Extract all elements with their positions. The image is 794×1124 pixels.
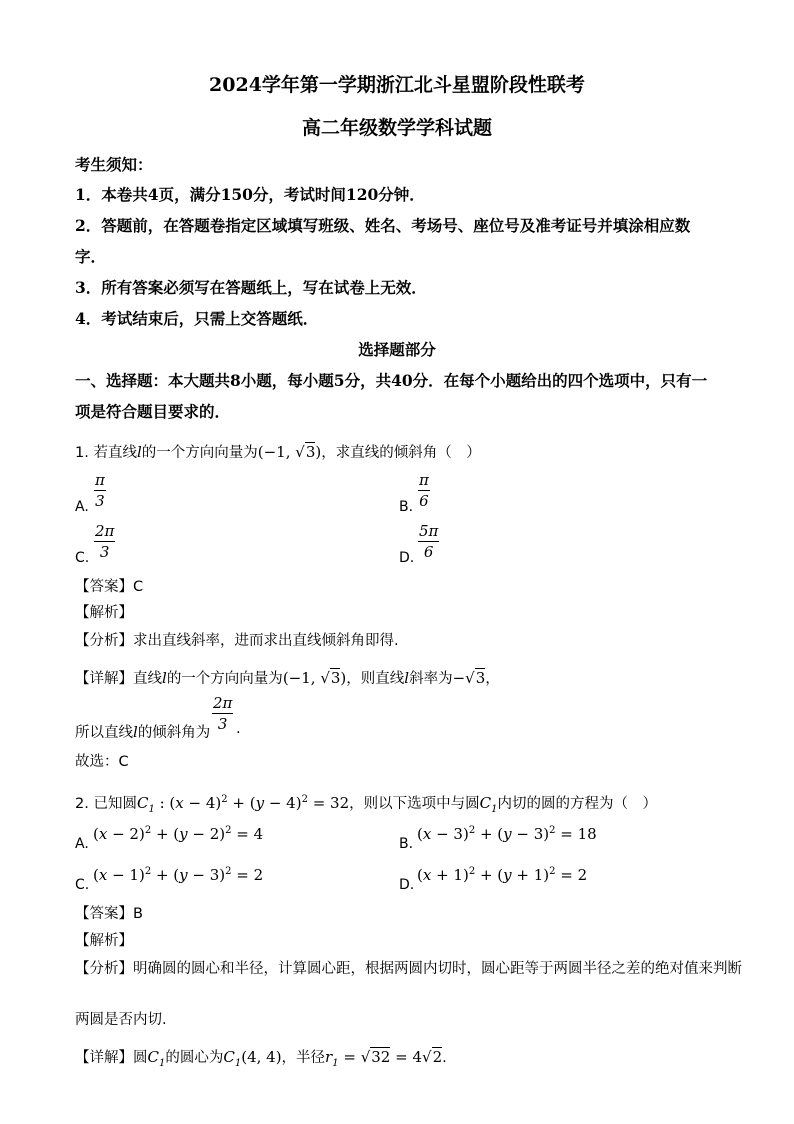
q1-option-d-value xyxy=(418,522,439,561)
q1-stem xyxy=(75,441,481,462)
q1-option-d-num: 5π xyxy=(419,522,439,540)
q1-option-b-label: B. xyxy=(399,499,414,515)
q2-answer-tag: 【答案】 xyxy=(75,906,133,922)
q2-xj-center: $C_1(4$, 4) xyxy=(223,1048,282,1069)
q2-xj-radius: $r_1 = √32 = 4√2$ xyxy=(325,1048,443,1069)
section-intro-line2: 项是符合题目要求的． xyxy=(75,402,231,421)
q1-option-a-num: π xyxy=(95,471,105,489)
q2-circle-eq: $C_1$ : $(x - 4)^2 + (y - 4)^2 = 32$ xyxy=(136,794,350,815)
q1-option-c-label: C. xyxy=(75,550,90,566)
q2-option-d-eq: $(x + 1)^2 + (y + 1)^2 = 2$ xyxy=(417,866,588,884)
q1-line2-var: l xyxy=(133,723,138,741)
q2-option-a-label: A. xyxy=(75,836,89,852)
q1-stem-prefix: 1. 若直线 xyxy=(75,445,137,461)
q1-answer-tag: 【答案】 xyxy=(75,579,133,595)
exam-title-line1: 2024学年第一学期浙江北斗星盟阶段性联考 xyxy=(209,74,585,96)
q1-option-b-value xyxy=(418,471,430,510)
q2-stem-suffix: 内切的圆的方程为（ ） xyxy=(497,796,657,812)
exam-title-line2: 高二年级数学学科试题 xyxy=(301,117,492,139)
notice-heading: 考生须知： xyxy=(75,155,153,174)
q1-choose: 故选：C xyxy=(75,754,129,770)
q1-xiangjie xyxy=(75,667,500,688)
q2-answer xyxy=(75,902,143,923)
q1-xj-text-e: ， xyxy=(485,671,500,687)
q1-analysis-tag: 【解析】 xyxy=(75,605,133,621)
q1-xj-text-b: 的一个方向向量为 xyxy=(166,671,283,687)
notice-item-3: 3．所有答案必须写在答题纸上，写在试卷上无效． xyxy=(75,278,427,297)
q2-xiangjie xyxy=(75,1046,447,1069)
q1-stem-suffix: ，求直线的倾斜角（ ） xyxy=(321,445,481,461)
q2-option-c-label: C. xyxy=(75,877,90,893)
q2-answer-value: B xyxy=(133,906,143,922)
q1-line2-den: 3 xyxy=(217,715,228,733)
q1-option-b-den: 6 xyxy=(419,492,429,510)
q2-option-b-label: B. xyxy=(399,836,414,852)
q2-stem-circle-var: $C_1$ xyxy=(479,794,498,815)
q2-fenxi-line2: 两圆是否内切. xyxy=(75,1012,167,1028)
q1-line2-period: . xyxy=(236,721,241,737)
q2-option-a-eq: $(x - 2)^2 + (y - 2)^2 = 4$ xyxy=(93,825,264,843)
q1-option-d-den: 6 xyxy=(423,543,434,561)
q1-option-a-den: 3 xyxy=(95,492,105,510)
q1-stem-mid: 的一个方向向量为 xyxy=(141,445,258,461)
q2-xj-end: . xyxy=(442,1050,447,1066)
q2-fenxi xyxy=(75,957,742,978)
q1-xj-slope: −√3 xyxy=(452,669,486,687)
q1-fenxi-tag: 【分析】 xyxy=(75,633,133,649)
q2-xj-text-c: ，半径 xyxy=(281,1050,326,1066)
q1-line2-angle xyxy=(212,694,233,733)
q1-line2-num: 2π xyxy=(213,694,233,712)
q1-line2-text-b: 的倾斜角为 xyxy=(137,725,211,741)
q1-option-b-num: π xyxy=(419,471,429,489)
q2-fenxi-tag: 【分析】 xyxy=(75,961,133,977)
q2-option-c-eq: $(x - 1)^2 + (y - 3)^2 = 2$ xyxy=(93,866,264,884)
q1-stem-line-var: l xyxy=(136,443,142,461)
q2-option-b-eq: $(x - 3)^2 + (y - 3)^2 = 18$ xyxy=(417,825,597,843)
q1-answer xyxy=(75,575,143,596)
q1-option-a-label: A. xyxy=(75,499,89,515)
section-title: 选择题部分 xyxy=(358,340,436,359)
q1-xj-text-a: 直线 xyxy=(133,671,162,687)
notice-item-2: 2．答题前，在答题卷指定区域填写班级、姓名、考场号、座位号及准考证号并填涂相应数 xyxy=(75,216,691,235)
q2-xj-circle-var: $C_1$ xyxy=(147,1048,166,1069)
q1-fenxi xyxy=(75,629,399,650)
q1-option-a-value xyxy=(94,471,106,510)
q1-direction-vector: (−1, √3) xyxy=(257,443,322,461)
q1-xj-line-var: l xyxy=(162,669,167,687)
q1-xj-line-var-2: l xyxy=(404,669,410,687)
q2-xj-text-b: 的圆心为 xyxy=(165,1050,224,1066)
q1-option-c-num: 2π xyxy=(95,522,115,540)
section-intro-line1: 一、选择题：本大题共8小题，每小题5分，共40分．在每个小题给出的四个选项中，只有一 xyxy=(75,371,708,390)
q2-stem xyxy=(75,792,657,815)
q1-answer-value: C xyxy=(133,579,144,595)
q1-line2 xyxy=(75,721,210,742)
q1-fenxi-text: 求出直线斜率，进而求出直线倾斜角即得. xyxy=(133,633,399,649)
q1-option-c-den: 3 xyxy=(99,543,110,561)
q1-xj-text-c: ，则直线 xyxy=(346,671,405,687)
q1-option-d-label: D. xyxy=(399,550,415,566)
q1-line2-text-a: 所以直线 xyxy=(75,725,133,741)
q2-xj-text-a: 圆 xyxy=(133,1050,148,1066)
q1-xj-text-d: 斜率为 xyxy=(409,671,453,687)
q1-xj-vector: (−1, √3) xyxy=(282,669,347,687)
q2-xiangjie-tag: 【详解】 xyxy=(75,1050,133,1066)
q1-xiangjie-tag: 【详解】 xyxy=(75,671,133,687)
q2-stem-mid: ，则以下选项中与圆 xyxy=(349,796,480,812)
q2-option-d-label: D. xyxy=(399,877,415,893)
q2-analysis-tag: 【解析】 xyxy=(75,933,133,949)
notice-item-4: 4．考试结束后，只需上交答题纸． xyxy=(75,309,319,328)
q2-fenxi-text: 明确圆的圆心和半径，计算圆心距，根据两圆内切时，圆心距等于两圆半径之差的绝对值来判断 xyxy=(133,961,742,977)
q1-option-c-value xyxy=(94,522,115,561)
q2-stem-prefix: 2. 已知圆 xyxy=(75,796,137,812)
notice-item-1: 1．本卷共4页，满分150分，考试时间120分钟． xyxy=(75,185,425,204)
notice-item-2-cont: 字． xyxy=(75,247,107,266)
